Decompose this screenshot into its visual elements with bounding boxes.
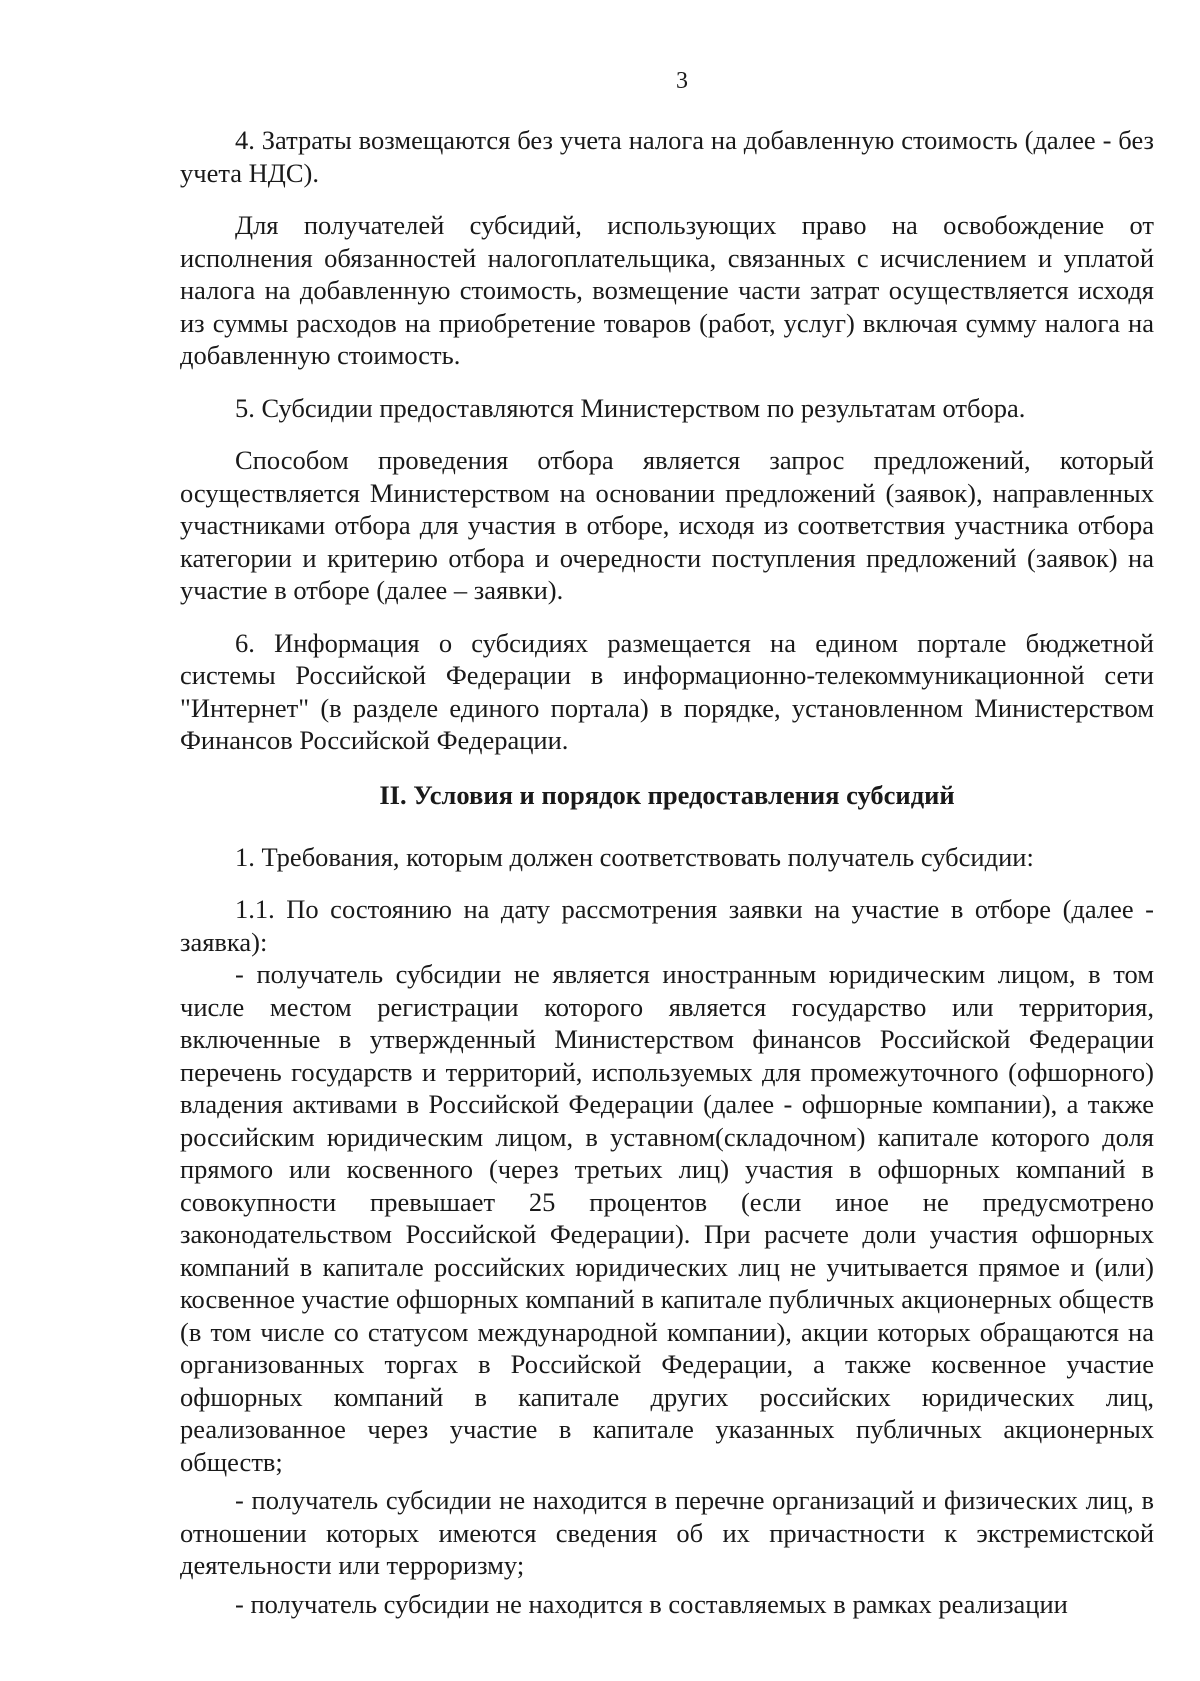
paragraph-foreign-entity: - получатель субсидии не является иностранным юридическим лицом, в том числе местом регистрации которого является государство или территория, включенные в утвержденный Министерством финансов Российской Федерации перечень государств и территорий, используемых для промежуточного (офшорного) владения активами в Российской Федерации (далее - офшорные компании), а также российским юридическим лицом, в уставном(складочном) капитале которого доля прямого или косвенного (через третьих лиц) участия в офшорных компаний в совокупности превышает 25 процентов (если иное не предусмотрено законодательством Российской Федерации). При расчете доли участия офшорных компаний в капитале российских юридических лиц не учитывается прямое и (или) косвенное участие офшорных компаний в капитале публичных акционерных обществ (в том числе со статусом международной компании), акции которых обращаются на организованных торгах в Российской Федерации, а также косвенное участие офшорных компаний в капитале других российских юридических лиц, реализованное через участие в капитале указанных публичных акционерных обществ; — [180, 959, 1154, 1477]
paragraph-lists-implementation: - получатель субсидии не находится в составляемых в рамках реализации — [235, 1588, 1068, 1619]
paragraph-5-subsidies: 5. Субсидии предоставляются Министерством по результатам отбора. — [235, 392, 1026, 423]
paragraph-vat-exemption: Для получателей субсидий, использующих право на освобождение от исполнения обязанностей налогоплательщика, связанных с исчислением и уплатой налога на добавленную стоимость, возмещение части затрат осуществляется исходя из суммы расходов на приобретение товаров (работ, услуг) включая сумму налога на добавленную стоимость. — [180, 210, 1154, 370]
paragraph-6-information: 6. Информация о субсидиях размещается на едином портале бюджетной системы Российской Федерации в информационно-телекоммуникационной сети "Интернет" (в разделе единого портала) в порядке, установленном Министерством Финансов Российской Федерации. — [180, 627, 1154, 755]
paragraph-1-1: 1.1. По состоянию на дату рассмотрения заявки на участие в отборе (далее - заявка): — [180, 894, 1154, 957]
page-number: 3 — [676, 68, 688, 94]
section-heading: II. Условия и порядок предоставления субсидий — [379, 779, 955, 810]
paragraph-selection-method: Способом проведения отбора является запрос предложений, который осуществляется Министерством на основании предложений (заявок), направленных участниками отбора для участия в отборе, исходя из соответствия участника отбора категории и критерию отбора и очередности поступления предложений (заявок) на участие в отборе (далее – заявки). — [180, 445, 1154, 605]
paragraph-4-vat: 4. Затраты возмещаются без учета налога на добавленную стоимость (далее - без учета НДС). — [180, 125, 1154, 188]
paragraph-extremism-list: - получатель субсидии не находится в перечне организаций и физических лиц, в отношении которых имеются сведения об их причастности к экстремистской деятельности или терроризму; — [180, 1485, 1154, 1580]
paragraph-requirements: 1. Требования, которым должен соответствовать получатель субсидии: — [235, 841, 1034, 872]
